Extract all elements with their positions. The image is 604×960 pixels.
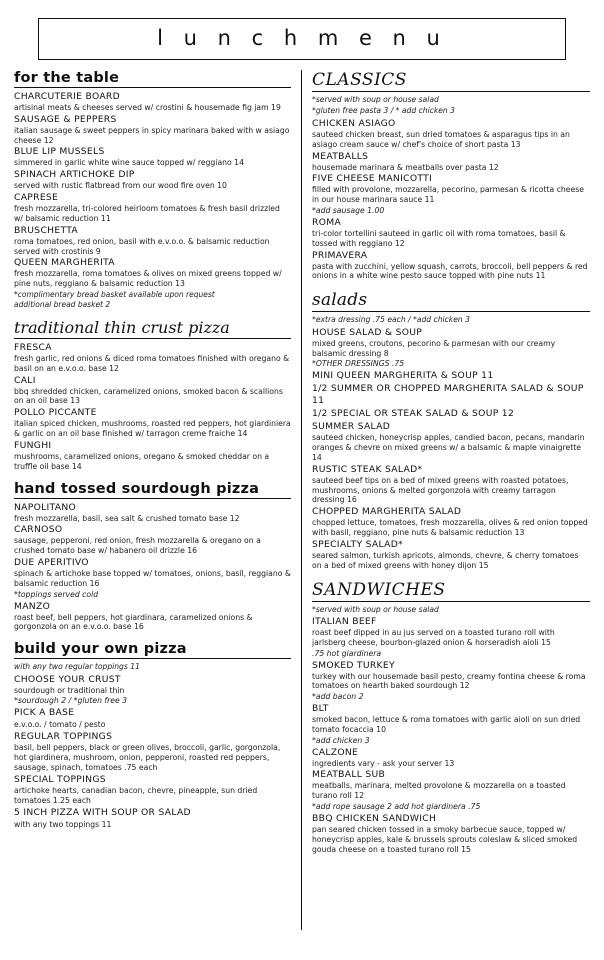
menu-item-description: sauteed chicken, honeycrisp apples, candied bacon, pecans, mandarin oranges & chevre on mixed greens w/ a balsamic & maple vinaigrette 14 — [312, 433, 585, 462]
byo-block-heading: CHOOSE YOUR CRUST — [14, 673, 121, 685]
menu-item-name: CARNOSO — [14, 524, 63, 536]
menu-item-name: SUMMER SALAD — [312, 421, 391, 433]
menu-item-name: BLUE LIP MUSSELS — [14, 146, 105, 158]
menu-item — [14, 192, 291, 224]
byo-block — [14, 774, 291, 806]
menu-item-name: NAPOLITANO — [14, 501, 77, 513]
menu-item-name: BBQ CHICKEN SANDWICH — [312, 812, 437, 824]
menu-item-description: pan seared chicken tossed in a smoky barbecue sauce, topped w/ honeycrisp apples, kale & brussels sprouts coleslaw & sliced smoked gouda cheese on a toasted turano roll 15 — [312, 824, 578, 854]
menu-item-description: *add rope sausage 2 add hot giardinera .75 — [312, 802, 481, 812]
menu-item-description: roma tomatoes, red onion, basil with e.v.o.o. & balsamic reduction served with crostinis 9 — [14, 236, 270, 256]
menu-item-description: housemade marinara & meatballs over pasta 12 — [312, 162, 499, 172]
menu-columns — [14, 70, 590, 930]
menu-item-description: sauteed chicken breast, sun dried tomatoes & asparagus tips in an asiago cream sauce w/ chef's choice of short pasta 13 — [312, 129, 570, 149]
menu-item-name: BRUSCHETTA — [14, 224, 79, 236]
menu-item — [14, 502, 291, 524]
byo-block-heading: PICK A BASE — [14, 707, 75, 719]
menu-item — [312, 736, 590, 746]
menu-item-description: seared salmon, turkish apricots, almonds, chevre, & cherry tomatoes on a bed of mixed greens with honey dijon 15 — [312, 550, 579, 570]
menu-item — [14, 590, 291, 600]
menu-item-name: ROMA — [312, 216, 342, 228]
menu-item — [14, 407, 291, 439]
menu-section-for-the-table — [14, 70, 291, 309]
menu-item-name: ITALIAN BEEF — [312, 616, 377, 628]
menu-item-description: ingredients vary - ask your server 13 — [312, 758, 455, 768]
menu-item — [14, 146, 291, 168]
menu-item — [14, 225, 291, 257]
menu-item — [312, 506, 590, 538]
section-footnote: additional bread basket 2 — [14, 299, 111, 309]
menu-item-name: CAPRESE — [14, 192, 59, 204]
menu-item — [312, 250, 590, 282]
byo-block — [14, 731, 291, 773]
menu-item — [312, 616, 590, 648]
byo-block-line: with any two toppings 11 — [14, 819, 112, 829]
menu-item-description: served with rustic flatbread from our wood fire oven 10 — [14, 181, 227, 191]
menu-item — [312, 173, 590, 205]
menu-section-hand-tossed-sourdough-pizza — [14, 481, 291, 633]
menu-item-description: italian sausage & sweet peppers in spicy marinara baked with w asiago cheese 12 — [14, 125, 290, 145]
menu-item-name: QUEEN MARGHERITA — [14, 257, 115, 269]
menu-item-description: tri-color tortellini sauteed in garlic oil with roma tomatoes, basil & tossed with reggiano 12 — [312, 228, 566, 248]
section-heading: for the table — [14, 70, 291, 88]
menu-item-name: SPECIALTY SALAD* — [312, 538, 403, 550]
byo-block-heading: 5 INCH PIZZA WITH SOUP OR SALAD — [14, 807, 191, 819]
menu-item-name: MEATBALLS — [312, 150, 369, 162]
menu-item-name: BLT — [312, 703, 329, 715]
menu-item — [312, 464, 590, 506]
menu-item-description: simmered in garlic white wine sauce topped w/ reggiano 14 — [14, 158, 244, 168]
section-note: *served with soup or house salad — [312, 604, 439, 614]
menu-item — [312, 747, 590, 769]
menu-item-description: turkey with our housemade basil pesto, creamy fontina cheese & roma tomatoes on hearth baked sourdough 12 — [312, 671, 586, 691]
menu-item-description: *OTHER DRESSINGS .75 — [312, 359, 405, 369]
menu-item-description: mushrooms, caramelized onions, oregano & smoked cheddar on a truffle oil base 14 — [14, 451, 270, 471]
menu-item-description: artisinal meats & cheeses served w/ crostini & housemade fig jam 19 — [14, 102, 281, 112]
byo-block — [14, 674, 291, 706]
menu-item — [312, 769, 590, 801]
menu-item-name: HOUSE SALAD & SOUP — [312, 326, 423, 338]
menu-item — [312, 813, 590, 855]
menu-item-description: spinach & artichoke base topped w/ tomatoes, onions, basil, reggiano & balsamic reduction 16 — [14, 569, 291, 588]
menu-item-name: POLLO PICCANTE — [14, 407, 97, 419]
menu-item-name: FUNGHI — [14, 439, 52, 451]
section-heading: traditional thin crust pizza — [14, 318, 291, 339]
section-heading: salads — [312, 290, 590, 312]
menu-item — [312, 206, 590, 216]
menu-section-salads — [312, 290, 590, 570]
menu-item — [312, 327, 590, 359]
byo-block — [14, 707, 291, 729]
byo-block-heading: REGULAR TOPPINGS — [14, 730, 113, 742]
menu-item — [14, 91, 291, 113]
menu-item-name: 1/2 SPECIAL OR STEAK SALAD & SOUP 12 — [312, 408, 515, 420]
menu-item — [312, 703, 590, 735]
left-column — [14, 70, 301, 839]
menu-item — [312, 421, 590, 463]
menu-item-description: fresh mozzarella, tri-colored heirloom tomatoes & fresh basil drizzled w/ balsamic reduction 11 — [14, 204, 280, 223]
menu-item-name: FRESCA — [14, 341, 52, 353]
menu-item — [312, 118, 590, 150]
menu-item-name: CALI — [14, 374, 36, 386]
menu-item-name: FIVE CHEESE MANICOTTI — [312, 173, 433, 185]
menu-item — [312, 649, 590, 659]
menu-item-description: fresh mozzarella, roma tomatoes & olives on mixed greens topped w/ pine nuts, reggiano & balsamic reduction 13 — [14, 269, 282, 289]
menu-item-description: fresh garlic, red onions & diced roma tomatoes finished with oregano & basil on an e.v.o.o. base 12 — [14, 353, 290, 373]
menu-item-name: CHICKEN ASIAGO — [312, 117, 396, 129]
menu-item-description: sauteed beef tips on a bed of mixed greens with roasted potatoes, mushrooms, onions & melted gorgonzola with creamy tarragon dressing 16 — [312, 475, 569, 505]
menu-item-description: roast beef dipped in au jus served on a toasted turano roll with jarlsberg cheese, bourbon-glazed onion & horseradish aioli 15 — [312, 628, 555, 647]
menu-item-description: bbq shredded chicken, caramelized onions, smoked bacon & scallions on an oil base 13 — [14, 386, 283, 406]
byo-block-line: sourdough or traditional thin — [14, 686, 125, 696]
menu-item-name: RUSTIC STEAK SALAD* — [312, 463, 423, 475]
section-heading: hand tossed sourdough pizza — [14, 481, 291, 499]
menu-item — [14, 440, 291, 472]
menu-item — [14, 375, 291, 407]
menu-item-description: *add chicken 3 — [312, 735, 370, 745]
right-column — [301, 70, 590, 930]
menu-item — [312, 660, 590, 692]
menu-item — [312, 408, 590, 420]
menu-item — [14, 169, 291, 191]
menu-title-box — [38, 18, 566, 60]
menu-item-description: pasta with zucchini, yellow squash, carrots, broccoli, bell peppers & red onions in a white wine pesto sauce topped with pine nuts 11 — [312, 261, 588, 281]
menu-item-name: PRIMAVERA — [312, 249, 368, 261]
menu-item-description: smoked bacon, lettuce & roma tomatoes with garlic aioli on sun dried tomato focaccia 10 — [312, 715, 581, 734]
menu-item-description: sausage, pepperoni, red onion, fresh mozzarella & oregano on a crushed tomato base w/ habanero oil drizzle 16 — [14, 536, 261, 556]
menu-item — [14, 601, 291, 633]
menu-item-name: MANZO — [14, 600, 51, 612]
menu-item-description: chopped lettuce, tomatoes, fresh mozzarella, olives & red onion topped with basil, reggiano, pine nuts & balsamic reduction 13 — [312, 518, 588, 538]
menu-item-description: *add sausage 1.00 — [312, 206, 385, 216]
section-note: *gluten free pasta 3 / * add chicken 3 — [312, 106, 455, 116]
byo-block-line: e.v.o.o. / tomato / pesto — [14, 719, 106, 729]
menu-section-sandwiches — [312, 580, 590, 855]
menu-item — [312, 802, 590, 812]
byo-block-line: *sourdough 2 / *gluten free 3 — [14, 696, 128, 706]
menu-item — [312, 217, 590, 249]
menu-item-name: DUE APERITIVO — [14, 557, 89, 569]
menu-item-description: meatballs, marinara, melted provolone & mozzarella on a toasted turano roll 12 — [312, 781, 566, 801]
menu-item — [14, 557, 291, 589]
menu-item-description: fresh mozzarella, basil, sea salt & crushed tomato base 12 — [14, 513, 240, 523]
menu-item — [312, 151, 590, 173]
section-heading: CLASSICS — [312, 70, 590, 92]
menu-item-name: CHARCUTERIE BOARD — [14, 91, 120, 102]
menu-item-name: MEATBALL SUB — [312, 769, 386, 781]
menu-item — [312, 359, 590, 369]
menu-item — [312, 692, 590, 702]
menu-section-classics — [312, 70, 590, 281]
menu-item — [14, 342, 291, 374]
menu-item-name: SPINACH ARTICHOKE DIP — [14, 169, 135, 181]
menu-item-description: mixed greens, croutons, pecorino & parmesan with our creamy balsamic dressing 8 — [312, 338, 556, 358]
section-heading: SANDWICHES — [312, 580, 590, 602]
menu-item — [312, 539, 590, 571]
byo-block — [14, 807, 291, 829]
byo-block-line: artichoke hearts, canadian bacon, chevre, pineapple, sun dried tomatoes 1.25 each — [14, 786, 258, 806]
menu-item-name: CALZONE — [312, 746, 359, 758]
menu-item — [312, 370, 590, 382]
menu-section-build-your-own-pizza — [14, 641, 291, 830]
menu-section-traditional-thin-crust-pizza — [14, 318, 291, 472]
menu-item-description: *add bacon 2 — [312, 692, 364, 702]
page-title: l u n c h m e n u — [157, 26, 447, 50]
menu-item-description: .75 hot giardinera — [312, 648, 382, 658]
menu-item-description: italian spiced chicken, mushrooms, roasted red peppers, hot giardiniera & garlic on an oil base finished w/ tarragon creme fraiche 14 — [14, 419, 291, 439]
menu-item-name: SMOKED TURKEY — [312, 659, 395, 671]
section-footnote: *complimentary bread basket available upon request — [14, 290, 215, 300]
section-note: *served with soup or house salad — [312, 95, 439, 104]
byo-block-heading: SPECIAL TOPPINGS — [14, 774, 106, 785]
menu-item — [14, 114, 291, 146]
menu-item — [312, 383, 590, 407]
menu-item-name: CHOPPED MARGHERITA SALAD — [312, 506, 462, 518]
menu-item — [14, 524, 291, 556]
menu-item-name: 1/2 SUMMER OR CHOPPED MARGHERITA SALAD & SOUP 11 — [312, 383, 584, 407]
section-heading: build your own pizza — [14, 641, 291, 659]
menu-item-description: roast beef, bell peppers, hot giardinara, caramelized onions & gorgonzola on an e.v.o.o. base 16 — [14, 612, 253, 632]
menu-item-description: filled with provolone, mozzarella, pecorino, parmesan & ricotta cheese in our house marinara sauce 11 — [312, 185, 584, 205]
section-subnote: with any two regular toppings 11 — [14, 662, 140, 672]
section-note: *extra dressing .75 each / *add chicken 3 — [312, 315, 470, 325]
byo-block-line: basil, bell peppers, black or green olives, broccoli, garlic, gorgonzola, hot giardinera, mushroom, onion, pepperoni, roasted red peppers, sausage, spinach, tomatoes .75 each — [14, 743, 281, 772]
menu-item-name: SAUSAGE & PEPPERS — [14, 113, 117, 125]
menu-item-name: MINI QUEEN MARGHERITA & SOUP 11 — [312, 370, 494, 382]
menu-item — [14, 257, 291, 289]
menu-item-description: *toppings served cold — [14, 589, 99, 599]
